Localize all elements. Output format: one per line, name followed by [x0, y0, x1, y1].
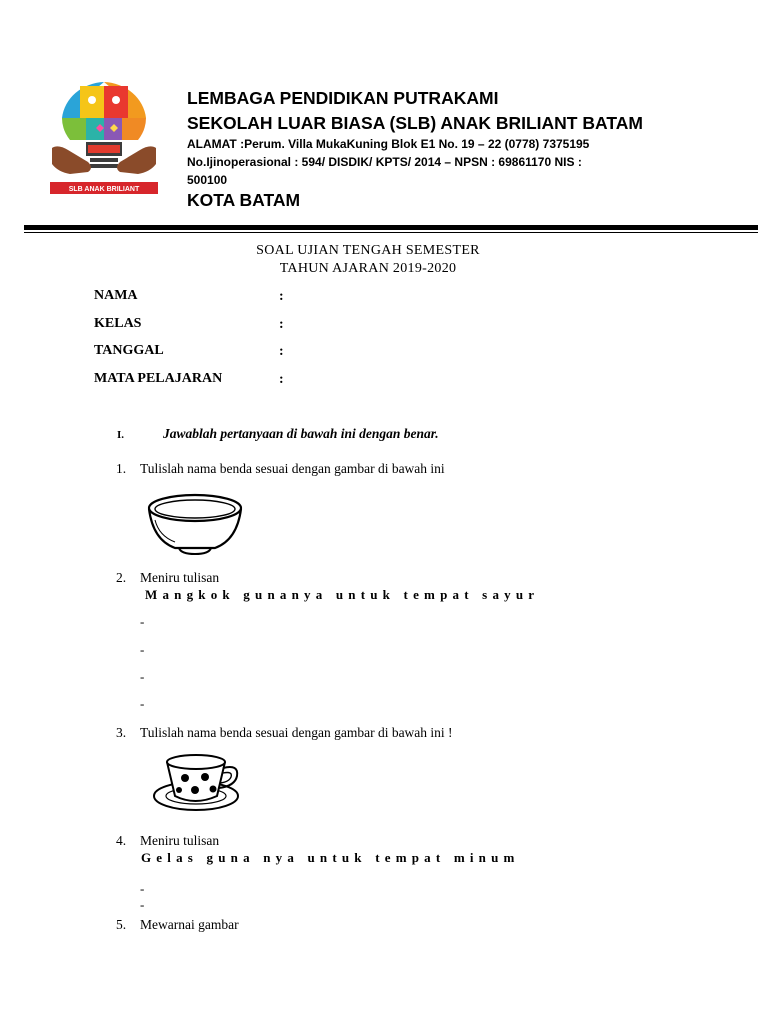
field-label-mata-pelajaran: MATA PELAJARAN: [94, 371, 223, 386]
section-instruction: Jawablah pertanyaan di bawah ini dengan benar.: [163, 426, 439, 441]
header-institution: LEMBAGA PENDIDIKAN PUTRAKAMI: [187, 88, 499, 108]
question-1-number: 1.: [116, 461, 127, 476]
field-label-tanggal: TANGGAL: [94, 343, 164, 358]
answer-line-dash: -: [140, 897, 145, 912]
cup-image: [139, 744, 257, 830]
question-4-number: 4.: [116, 833, 127, 848]
question-5-number: 5.: [116, 917, 127, 932]
question-4-copy-text: Gelas guna nya untuk tempat minum: [141, 850, 520, 865]
field-label-nama: NAMA: [94, 288, 138, 303]
question-2-number: 2.: [116, 570, 127, 585]
question-3-text: Tulislah nama benda sesuai dengan gambar di bawah ini !: [140, 725, 453, 740]
bowl-image: [139, 482, 259, 568]
answer-line-dash: -: [140, 881, 145, 896]
answer-line-dash: -: [140, 669, 145, 684]
question-5-text: Mewarnai gambar: [140, 917, 239, 932]
field-colon-kelas: :: [279, 317, 284, 332]
header-address: ALAMAT :Perum. Villa MukaKuning Blok E1 No. 19 – 22 (0778) 7375195: [187, 137, 590, 151]
question-2-text: Meniru tulisan: [140, 570, 220, 585]
header-school-name: SEKOLAH LUAR BIASA (SLB) ANAK BRILIANT BATAM: [187, 113, 643, 133]
question-2-copy-text: Mangkok gunanya untuk tempat sayur: [145, 587, 540, 602]
field-colon-tanggal: :: [279, 344, 284, 359]
header-city: KOTA BATAM: [187, 190, 301, 210]
school-logo: [48, 78, 160, 198]
field-colon-mata-pelajaran: :: [279, 372, 284, 387]
header-divider-thin: [24, 232, 758, 233]
question-1-text: Tulislah nama benda sesuai dengan gambar di bawah ini: [140, 461, 445, 476]
answer-line-dash: -: [140, 696, 145, 711]
exam-title: SOAL UJIAN TENGAH SEMESTER: [256, 243, 480, 258]
section-number: I.: [117, 429, 125, 441]
header-permit: No.Ijinoperasional : 594/ DISDIK/ KPTS/ 2014 – NPSN : 69861170 NIS :: [187, 155, 582, 169]
header-divider-thick: [24, 225, 758, 230]
question-4-text: Meniru tulisan: [140, 833, 220, 848]
logo-caption: SLB ANAK BRILIANT: [68, 186, 140, 193]
field-colon-nama: :: [279, 289, 284, 304]
answer-line-dash: -: [140, 614, 145, 629]
field-label-kelas: KELAS: [94, 316, 142, 331]
question-3-number: 3.: [116, 725, 127, 740]
answer-line-dash: -: [140, 642, 145, 657]
header-nis: 500100: [187, 173, 228, 187]
academic-year: TAHUN AJARAN 2019-2020: [279, 261, 457, 276]
